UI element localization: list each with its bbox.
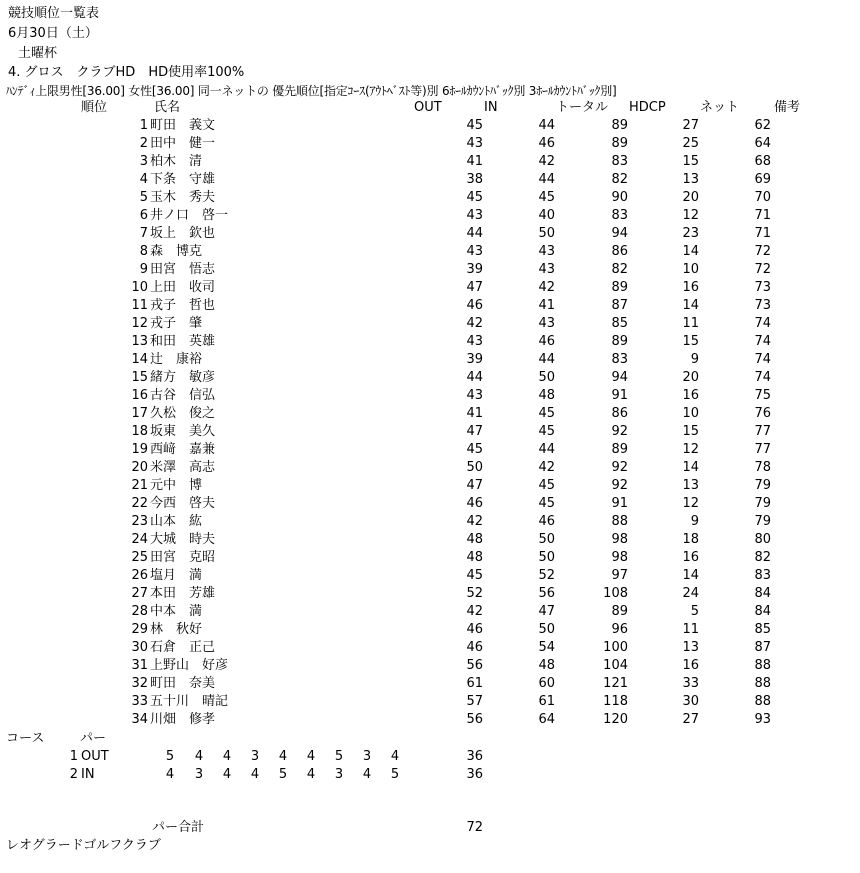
hdcp-cell: 10 <box>682 406 699 421</box>
player-name-cell: 川畑 修孝 <box>150 712 216 727</box>
total-cell: 94 <box>611 226 628 241</box>
handicap-rule: ﾊﾝﾃﾞｨ上限男性[36.00] 女性[36.00] 同一ネットの 優先順位[指定ｺｰｽ(ｱｳﾄﾍﾞｽﾄ等)別 6ﾎｰﾙｶｳﾝﾄﾊﾞｯｸ別 3ﾎｰﾙｶｳﾝﾄﾊﾞｯｸ別] <box>6 84 617 98</box>
player-name-cell: 本田 芳雄 <box>150 586 216 601</box>
out-cell: 43 <box>466 388 483 403</box>
total-cell: 98 <box>611 550 628 565</box>
total-cell: 90 <box>611 190 628 205</box>
total-cell: 89 <box>611 118 628 133</box>
rank-cell: 28 <box>131 604 148 619</box>
rank-cell: 34 <box>131 712 148 727</box>
player-name-cell: 下条 守雄 <box>150 172 216 187</box>
in-cell: 50 <box>538 622 555 637</box>
par-label: パー <box>80 731 107 746</box>
hdcp-cell: 15 <box>682 154 699 169</box>
hdcp-cell: 20 <box>682 190 699 205</box>
hdcp-cell: 10 <box>682 262 699 277</box>
hdcp-cell: 15 <box>682 424 699 439</box>
net-cell: 79 <box>754 496 771 511</box>
player-name-cell: 元中 博 <box>150 478 203 493</box>
player-name-cell: 町田 奈美 <box>150 676 216 691</box>
in-cell: 42 <box>538 154 555 169</box>
rank-cell: 17 <box>131 406 148 421</box>
player-name-cell: 米澤 高志 <box>150 460 216 475</box>
rank-cell: 8 <box>139 244 148 259</box>
total-cell: 92 <box>611 478 628 493</box>
in-cell: 60 <box>538 676 555 691</box>
out-cell: 46 <box>466 622 483 637</box>
out-cell: 47 <box>466 478 483 493</box>
net-cell: 85 <box>754 622 771 637</box>
total-cell: 92 <box>611 424 628 439</box>
total-cell: 82 <box>611 172 628 187</box>
player-name-cell: 和田 英雄 <box>150 334 216 349</box>
rank-cell: 16 <box>131 388 148 403</box>
hdcp-cell: 13 <box>682 172 699 187</box>
hdcp-cell: 24 <box>682 586 699 601</box>
total-cell: 91 <box>611 388 628 403</box>
hdcp-cell: 30 <box>682 694 699 709</box>
net-cell: 88 <box>754 694 771 709</box>
net-cell: 76 <box>754 406 771 421</box>
in-cell: 45 <box>538 406 555 421</box>
out-cell: 56 <box>466 658 483 673</box>
col-hdcp-header: HDCP <box>629 100 666 115</box>
net-cell: 88 <box>754 676 771 691</box>
net-cell: 62 <box>754 118 771 133</box>
hole-par: 4 <box>390 749 400 764</box>
total-cell: 83 <box>611 208 628 223</box>
out-cell: 41 <box>466 154 483 169</box>
rank-cell: 7 <box>139 226 148 241</box>
out-cell: 46 <box>466 496 483 511</box>
hdcp-cell: 13 <box>682 478 699 493</box>
hdcp-cell: 20 <box>682 370 699 385</box>
player-name-cell: 戎子 哲也 <box>150 298 216 313</box>
player-name-cell: 坂上 欽也 <box>150 226 216 241</box>
total-cell: 100 <box>603 640 628 655</box>
rank-cell: 29 <box>131 622 148 637</box>
in-cell: 42 <box>538 460 555 475</box>
in-cell: 54 <box>538 640 555 655</box>
out-cell: 48 <box>466 550 483 565</box>
out-cell: 48 <box>466 532 483 547</box>
net-cell: 82 <box>754 550 771 565</box>
course-label: コース <box>6 731 45 746</box>
total-cell: 89 <box>611 334 628 349</box>
hdcp-cell: 12 <box>682 208 699 223</box>
course-par-total: 36 <box>466 767 483 782</box>
player-name-cell: 西﨑 嘉兼 <box>150 442 216 457</box>
rank-cell: 22 <box>131 496 148 511</box>
hole-par: 3 <box>194 767 204 782</box>
rank-cell: 14 <box>131 352 148 367</box>
hdcp-cell: 14 <box>682 460 699 475</box>
in-cell: 48 <box>538 388 555 403</box>
hdcp-cell: 16 <box>682 388 699 403</box>
net-cell: 77 <box>754 442 771 457</box>
total-cell: 120 <box>603 712 628 727</box>
rank-cell: 32 <box>131 676 148 691</box>
col-out-header: OUT <box>414 100 442 115</box>
total-cell: 82 <box>611 262 628 277</box>
rank-cell: 2 <box>139 136 148 151</box>
hole-par: 4 <box>250 767 260 782</box>
rank-cell: 19 <box>131 442 148 457</box>
hdcp-cell: 5 <box>690 604 699 619</box>
net-cell: 79 <box>754 478 771 493</box>
out-cell: 50 <box>466 460 483 475</box>
total-cell: 89 <box>611 136 628 151</box>
col-in-header: IN <box>484 100 498 115</box>
net-cell: 83 <box>754 568 771 583</box>
total-cell: 89 <box>611 442 628 457</box>
total-cell: 88 <box>611 514 628 529</box>
player-name-cell: 緒方 敏彦 <box>150 370 216 385</box>
out-cell: 47 <box>466 424 483 439</box>
hole-par: 5 <box>390 767 400 782</box>
player-name-cell: 田宮 克昭 <box>150 550 216 565</box>
report-title: 競技順位一覧表 <box>8 6 100 21</box>
out-cell: 42 <box>466 316 483 331</box>
hdcp-cell: 13 <box>682 640 699 655</box>
rank-cell: 26 <box>131 568 148 583</box>
player-name-cell: 大城 時夫 <box>150 532 216 547</box>
report-date: 6月30日（土） <box>8 26 98 41</box>
hole-par: 4 <box>222 749 232 764</box>
rank-cell: 33 <box>131 694 148 709</box>
out-cell: 44 <box>466 370 483 385</box>
out-cell: 46 <box>466 640 483 655</box>
hdcp-cell: 18 <box>682 532 699 547</box>
total-cell: 83 <box>611 352 628 367</box>
rank-cell: 20 <box>131 460 148 475</box>
rank-cell: 24 <box>131 532 148 547</box>
player-name-cell: 中本 満 <box>150 604 203 619</box>
net-cell: 72 <box>754 262 771 277</box>
player-name-cell: 戎子 肇 <box>150 316 203 331</box>
rank-cell: 5 <box>139 190 148 205</box>
total-cell: 92 <box>611 460 628 475</box>
rank-cell: 6 <box>139 208 148 223</box>
total-cell: 89 <box>611 280 628 295</box>
rank-cell: 25 <box>131 550 148 565</box>
net-cell: 74 <box>754 334 771 349</box>
course-name: OUT <box>81 749 109 764</box>
player-name-cell: 山本 紘 <box>150 514 203 529</box>
course-par-total: 36 <box>466 749 483 764</box>
total-cell: 86 <box>611 406 628 421</box>
col-net-header: ネット <box>700 100 740 115</box>
in-cell: 44 <box>538 118 555 133</box>
course-number: 1 <box>69 749 78 764</box>
net-cell: 84 <box>754 604 771 619</box>
hole-par: 4 <box>362 767 372 782</box>
hole-par: 4 <box>222 767 232 782</box>
total-cell: 94 <box>611 370 628 385</box>
net-cell: 68 <box>754 154 771 169</box>
in-cell: 45 <box>538 496 555 511</box>
in-cell: 44 <box>538 352 555 367</box>
in-cell: 42 <box>538 280 555 295</box>
out-cell: 47 <box>466 280 483 295</box>
in-cell: 45 <box>538 190 555 205</box>
rank-cell: 11 <box>131 298 148 313</box>
hdcp-cell: 11 <box>682 622 699 637</box>
hole-par: 3 <box>334 767 344 782</box>
hdcp-cell: 12 <box>682 496 699 511</box>
net-cell: 84 <box>754 586 771 601</box>
out-cell: 52 <box>466 586 483 601</box>
in-cell: 56 <box>538 586 555 601</box>
out-cell: 42 <box>466 604 483 619</box>
net-cell: 73 <box>754 298 771 313</box>
hole-par: 4 <box>278 749 288 764</box>
total-cell: 91 <box>611 496 628 511</box>
rank-cell: 12 <box>131 316 148 331</box>
hdcp-cell: 16 <box>682 658 699 673</box>
net-cell: 87 <box>754 640 771 655</box>
player-name-cell: 塩月 満 <box>150 568 203 583</box>
in-cell: 50 <box>538 532 555 547</box>
in-cell: 48 <box>538 658 555 673</box>
total-cell: 83 <box>611 154 628 169</box>
hdcp-cell: 11 <box>682 316 699 331</box>
hole-par: 3 <box>250 749 260 764</box>
net-cell: 80 <box>754 532 771 547</box>
hdcp-cell: 14 <box>682 244 699 259</box>
out-cell: 38 <box>466 172 483 187</box>
net-cell: 64 <box>754 136 771 151</box>
out-cell: 43 <box>466 136 483 151</box>
player-name-cell: 坂東 美久 <box>150 424 216 439</box>
competition-format: 4. グロス クラブHD HD使用率100% <box>8 65 245 80</box>
out-cell: 43 <box>466 334 483 349</box>
in-cell: 46 <box>538 136 555 151</box>
total-cell: 104 <box>603 658 628 673</box>
net-cell: 69 <box>754 172 771 187</box>
hdcp-cell: 33 <box>682 676 699 691</box>
out-cell: 44 <box>466 226 483 241</box>
total-cell: 86 <box>611 244 628 259</box>
net-cell: 72 <box>754 244 771 259</box>
net-cell: 74 <box>754 370 771 385</box>
out-cell: 43 <box>466 244 483 259</box>
player-name-cell: 町田 義文 <box>150 118 216 133</box>
hdcp-cell: 16 <box>682 550 699 565</box>
rank-cell: 13 <box>131 334 148 349</box>
total-cell: 118 <box>603 694 628 709</box>
net-cell: 74 <box>754 316 771 331</box>
net-cell: 79 <box>754 514 771 529</box>
player-name-cell: 井ノ口 啓一 <box>150 208 229 223</box>
in-cell: 45 <box>538 478 555 493</box>
in-cell: 50 <box>538 550 555 565</box>
club-name: レオグラードゴルフクラブ <box>6 838 161 853</box>
event-name: 土曜杯 <box>18 46 58 61</box>
in-cell: 43 <box>538 316 555 331</box>
player-name-cell: 田宮 悟志 <box>150 262 216 277</box>
out-cell: 45 <box>466 190 483 205</box>
player-name-cell: 森 博克 <box>150 244 203 259</box>
hdcp-cell: 27 <box>682 712 699 727</box>
total-cell: 87 <box>611 298 628 313</box>
player-name-cell: 田中 健一 <box>150 136 216 151</box>
in-cell: 43 <box>538 262 555 277</box>
player-name-cell: 林 秋好 <box>150 622 203 637</box>
col-rank-header: 順位 <box>81 100 108 115</box>
rank-cell: 18 <box>131 424 148 439</box>
rank-cell: 4 <box>139 172 148 187</box>
in-cell: 46 <box>538 334 555 349</box>
total-cell: 85 <box>611 316 628 331</box>
out-cell: 45 <box>466 442 483 457</box>
player-name-cell: 五十川 晴記 <box>150 694 229 709</box>
in-cell: 40 <box>538 208 555 223</box>
rank-cell: 23 <box>131 514 148 529</box>
in-cell: 64 <box>538 712 555 727</box>
player-name-cell: 上田 收司 <box>150 280 216 295</box>
total-cell: 89 <box>611 604 628 619</box>
hole-par: 3 <box>362 749 372 764</box>
player-name-cell: 柏木 清 <box>150 154 203 169</box>
net-cell: 71 <box>754 226 771 241</box>
hole-par: 4 <box>165 767 175 782</box>
par-total-value: 72 <box>466 820 483 835</box>
hdcp-cell: 23 <box>682 226 699 241</box>
in-cell: 41 <box>538 298 555 313</box>
net-cell: 74 <box>754 352 771 367</box>
net-cell: 77 <box>754 424 771 439</box>
out-cell: 39 <box>466 262 483 277</box>
total-cell: 121 <box>603 676 628 691</box>
rank-cell: 9 <box>139 262 148 277</box>
hole-par: 5 <box>334 749 344 764</box>
in-cell: 52 <box>538 568 555 583</box>
out-cell: 46 <box>466 298 483 313</box>
player-name-cell: 今西 啓夫 <box>150 496 216 511</box>
in-cell: 43 <box>538 244 555 259</box>
in-cell: 44 <box>538 172 555 187</box>
net-cell: 71 <box>754 208 771 223</box>
total-cell: 108 <box>603 586 628 601</box>
course-name: IN <box>81 767 95 782</box>
out-cell: 39 <box>466 352 483 367</box>
net-cell: 70 <box>754 190 771 205</box>
hdcp-cell: 9 <box>690 514 699 529</box>
out-cell: 43 <box>466 208 483 223</box>
out-cell: 56 <box>466 712 483 727</box>
rank-cell: 1 <box>139 118 148 133</box>
player-name-cell: 石倉 正己 <box>150 640 216 655</box>
out-cell: 42 <box>466 514 483 529</box>
hdcp-cell: 15 <box>682 334 699 349</box>
hdcp-cell: 12 <box>682 442 699 457</box>
out-cell: 41 <box>466 406 483 421</box>
rank-cell: 27 <box>131 586 148 601</box>
hdcp-cell: 25 <box>682 136 699 151</box>
rank-cell: 30 <box>131 640 148 655</box>
net-cell: 93 <box>754 712 771 727</box>
out-cell: 57 <box>466 694 483 709</box>
total-cell: 97 <box>611 568 628 583</box>
hole-par: 5 <box>165 749 175 764</box>
hdcp-cell: 9 <box>690 352 699 367</box>
in-cell: 46 <box>538 514 555 529</box>
course-number: 2 <box>69 767 78 782</box>
player-name-cell: 久松 俊之 <box>150 406 216 421</box>
hole-par: 4 <box>306 767 316 782</box>
net-cell: 75 <box>754 388 771 403</box>
in-cell: 61 <box>538 694 555 709</box>
rank-cell: 21 <box>131 478 148 493</box>
player-name-cell: 上野山 好彦 <box>150 658 229 673</box>
in-cell: 45 <box>538 424 555 439</box>
hdcp-cell: 27 <box>682 118 699 133</box>
player-name-cell: 玉木 秀夫 <box>150 190 216 205</box>
in-cell: 50 <box>538 370 555 385</box>
total-cell: 98 <box>611 532 628 547</box>
hdcp-cell: 14 <box>682 568 699 583</box>
rank-cell: 31 <box>131 658 148 673</box>
hole-par: 4 <box>306 749 316 764</box>
in-cell: 44 <box>538 442 555 457</box>
hdcp-cell: 16 <box>682 280 699 295</box>
in-cell: 47 <box>538 604 555 619</box>
hole-par: 4 <box>194 749 204 764</box>
total-cell: 96 <box>611 622 628 637</box>
net-cell: 73 <box>754 280 771 295</box>
net-cell: 88 <box>754 658 771 673</box>
out-cell: 61 <box>466 676 483 691</box>
rank-cell: 3 <box>139 154 148 169</box>
col-name-header: 氏名 <box>154 100 181 115</box>
hole-par: 5 <box>278 767 288 782</box>
rank-cell: 15 <box>131 370 148 385</box>
out-cell: 45 <box>466 568 483 583</box>
hdcp-cell: 14 <box>682 298 699 313</box>
rank-cell: 10 <box>131 280 148 295</box>
par-total-label: パー合計 <box>152 820 205 835</box>
in-cell: 50 <box>538 226 555 241</box>
net-cell: 78 <box>754 460 771 475</box>
col-note-header: 備考 <box>774 100 801 115</box>
col-total-header: トータル <box>556 100 609 115</box>
player-name-cell: 古谷 信弘 <box>150 388 216 403</box>
out-cell: 45 <box>466 118 483 133</box>
player-name-cell: 辻 康裕 <box>150 352 203 367</box>
